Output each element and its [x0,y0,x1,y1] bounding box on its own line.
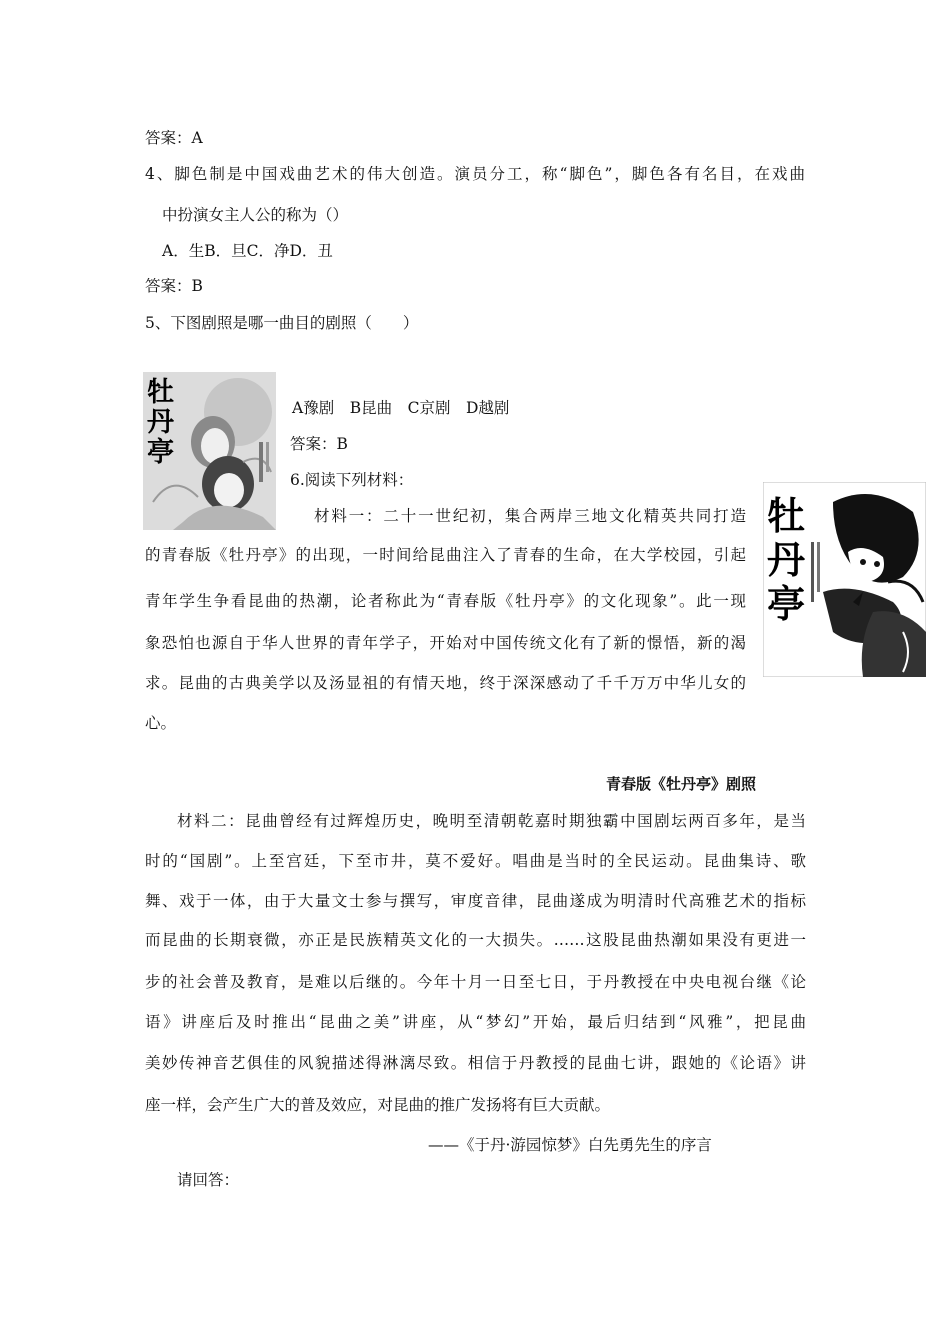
q6-intro: 6.阅读下列材料： [290,471,414,489]
peony-pavilion-poster-large [763,482,926,677]
q4-question-line1: 4、脚色制是中国戏曲艺术的伟大创造。演员分工，称“脚色”，脚色各有名目，在戏曲 [145,165,805,183]
material1-line4: 象恐怕也源自于华人世界的青年学子，开始对中国传统文化有了新的憬悟，新的渴 [145,634,746,652]
material2-line1: 材料二：昆曲曾经有过辉煌历史，晚明至清朝乾嘉时期独霸中国剧坛两百多年，是当 [177,812,806,830]
material2-line8: 座一样，会产生广大的普及效应，对昆曲的推广发扬将有巨大贡献。 [145,1096,611,1114]
peony-pavilion-poster-small [143,372,276,530]
answer-prompt: 请回答： [177,1171,240,1189]
material1-line2: 的青春版《牡丹亭》的出现，一时间给昆曲注入了青春的生命，在大学校园，引起 [145,546,746,564]
material1-line6: 心。 [145,714,177,732]
material1-line3: 青年学生争看昆曲的热潮，论者称此为“青春版《牡丹亭》的文化现象”。此一现 [145,592,746,610]
poster-title-large: 牡丹亭 [767,493,806,626]
material2-line7: 美妙传神音艺俱佳的风貌描述得淋漓尽致。相信于丹教授的昆曲七讲，跟她的《论语》讲 [145,1054,806,1072]
q3-answer: 答案：A [145,129,203,147]
material2-line3: 舞、戏于一体，由于大量文士参与撰写，审度音律，昆曲遂成为明清时代高雅艺术的指标 [145,892,806,910]
material2-line4: 而昆曲的长期衰微，亦正是民族精英文化的一大损失。……这股昆曲热潮如果没有更进一 [145,931,806,949]
material2-line5: 步的社会普及教育，是难以后继的。今年十月一日至七日，于丹教授在中央电视台继《论 [145,973,806,991]
material2-line2: 时的“国剧”。上至宫廷，下至市井，莫不爱好。唱曲是当时的全民运动。昆曲集诗、歌 [145,852,806,870]
material1-line5: 求。昆曲的古典美学以及汤显祖的有情天地，终于深深感动了千千万万中华儿女的 [145,674,746,692]
poster-title-small: 牡丹亭 [147,377,174,468]
q5-options: A豫剧 B昆曲 C京剧 D越剧 [292,399,510,417]
q4-question-line2: 中扮演女主人公的称为（） [162,206,349,224]
q5-question: 5、下图剧照是哪一曲目的剧照（ ） [145,314,419,332]
q4-options: A．生B．旦C．净D．丑 [162,242,333,260]
material1-line1: 材料一：二十一世纪初，集合两岸三地文化精英共同打造 [314,507,746,525]
q4-answer: 答案：B [145,277,203,295]
material2-source: ——《于丹·游园惊梦》白先勇先生的序言 [428,1136,712,1154]
poster-caption: 青春版《牡丹亭》剧照 [606,775,757,793]
material2-line6: 语》讲座后及时推出“昆曲之美”讲座，从“梦幻”开始，最后归结到“风雅”，把昆曲 [145,1013,806,1031]
q5-answer: 答案：B [290,435,348,453]
